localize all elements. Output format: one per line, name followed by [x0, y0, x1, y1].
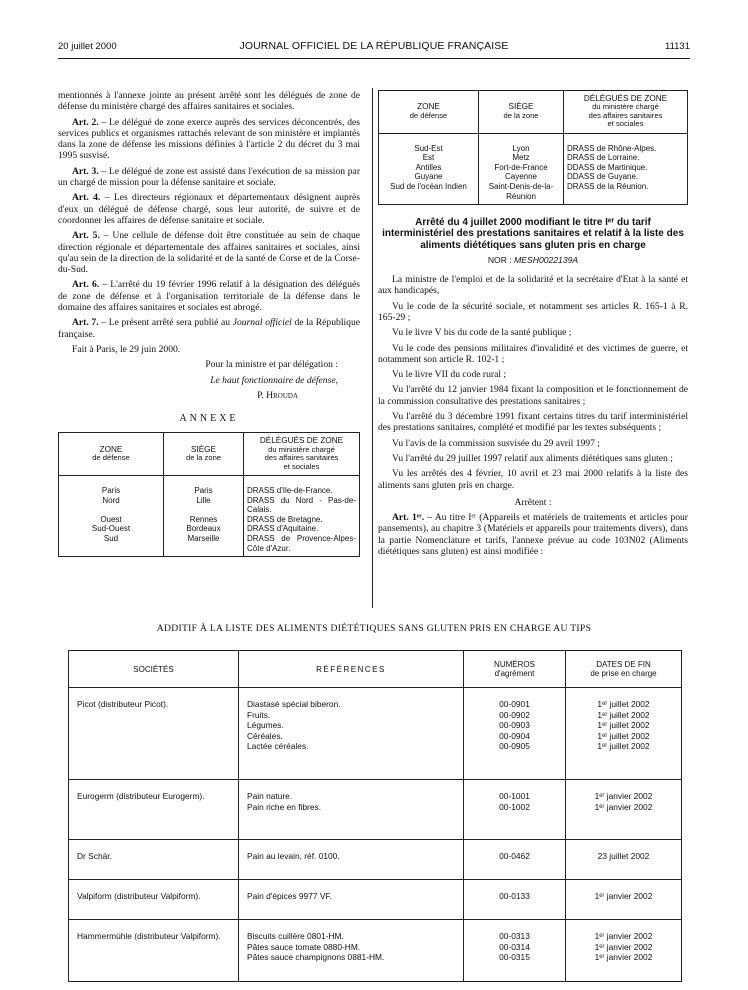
agrement-number: 00-1001 [499, 791, 530, 801]
article-text: – Une cellule de défense doit être constituée au sein de chaque direction régionale et départementale des affaires sanitaires et sociales, ainsi qu'au sein de la direction de la solidarité et de la santé de Corse et de la Corse-du-Sud. [58, 230, 361, 276]
vu-item: Vu le code des pensions militaires d'invalidité et des victimes de guerre, et notamment son article R. 102-1 ; [378, 342, 688, 365]
end-date: 1ᵉʳ juillet 2002 [597, 699, 650, 709]
agrement-number: 00-0314 [499, 941, 530, 952]
societe-cell: Valpiform (distributeur Valpiform). [69, 880, 239, 920]
annexe-title: ANNEXE [179, 413, 239, 425]
table-row [69, 880, 682, 920]
zone-header: ZONE de défense [379, 91, 479, 134]
end-date: 1ᵉʳ juillet 2002 [597, 730, 650, 741]
intro-paragraph: mentionnés à l'annexe jointe au présent arrêté sont les délégués de zone de défense du ministère chargé des affaires sanitaires et sociales. [58, 90, 360, 113]
zone-table-left [58, 432, 360, 557]
siege-header: SIÈGE de la zone [479, 91, 564, 134]
agrement-number: 00-0315 [499, 952, 530, 962]
vu-item: Vu les arrêtés des 4 février, 10 avril et 23 mai 2000 relatifs à la liste des aliments sans gluten pris en charge. [378, 468, 688, 491]
end-date: 1ᵉʳ janvier 2002 [594, 952, 653, 962]
siege-header: SIÈGE de la zone [164, 433, 244, 476]
reference-line: Pain nature. [247, 791, 293, 801]
zone-siege: Bordeaux [164, 524, 244, 534]
ref-cell [239, 880, 464, 920]
article-number: Art. 1ᵉʳ. [392, 512, 425, 524]
header-rule [58, 58, 690, 59]
nor-label: NOR : [487, 254, 515, 265]
article-text: – Le délégué de zone est assisté dans l'exécution de sa mission par un chargé de mission pour la défense sanitaire et sociale. [58, 165, 361, 189]
signatory-name: P. Hrouda [257, 389, 298, 401]
article-paragraph [58, 192, 360, 226]
zone-name: Paris [59, 476, 164, 496]
societe-cell: Picot (distributeur Picot). [69, 688, 239, 780]
zone-name: Est [379, 153, 479, 163]
agrement-number: 00-0462 [499, 851, 530, 861]
reference-line: Pain riche en fibres. [247, 801, 322, 812]
zone-row [379, 172, 688, 182]
article-paragraph [58, 279, 360, 313]
societe-cell: Hammermühle (distributeur Valpiform). [69, 920, 239, 982]
end-date: 1ᵉʳ juillet 2002 [597, 709, 650, 720]
zone-siege: Saint-Denis-de-la-Réunion [479, 182, 564, 205]
numeros-header: NUMÉROS d'agrément [464, 651, 566, 688]
zone-row [379, 182, 688, 205]
zone-name: Ouest [59, 515, 164, 525]
running-header [58, 38, 690, 54]
additif-table [68, 650, 682, 982]
zone-delegue: DRASS de Provence-Alpes-Côte d'Azur. [244, 534, 360, 557]
zone-delegue: DRASS d'Aquitaine. [244, 524, 360, 534]
end-date: 1ᵉʳ janvier 2002 [594, 791, 653, 801]
zone-siege: Rennes [164, 515, 244, 525]
article-1 [378, 512, 688, 557]
zone-delegue: DRASS de la Réunion. [564, 182, 688, 205]
article-paragraph [58, 117, 360, 162]
journal-name: Journal officiel [232, 317, 292, 329]
issue-date: 20 juillet 2000 [58, 41, 117, 52]
journal-title: JOURNAL OFFICIEL DE LA RÉPUBLIQUE FRANÇAISE [239, 40, 509, 52]
societe-cell: Dr Schär. [69, 840, 239, 880]
zone-row [59, 515, 360, 525]
societes-header: SOCIÉTÉS [69, 651, 239, 688]
num-cell [464, 920, 566, 982]
zone-siege: Fort-de-France [479, 163, 564, 173]
zone-siege: Lyon [479, 133, 564, 153]
ref-cell [239, 840, 464, 880]
article-number: Art. 5. [72, 230, 100, 242]
reference-line: Pain d'épices 9977 VF. [247, 891, 332, 901]
article-7 [58, 317, 360, 340]
zone-delegue: DDASS de Martinique. [564, 163, 688, 173]
end-date: 1ᵉʳ juillet 2002 [597, 741, 650, 751]
left-column [58, 90, 360, 557]
reference-line: Diastasé spécial biberon. [247, 699, 341, 709]
article-text: – Le présent arrêté sera publié au [98, 317, 233, 329]
zone-name: Sud de l'océan Indien [379, 182, 479, 205]
zone-name: Sud-Est [379, 133, 479, 153]
reference-line: Pâtes sauce champignons 0881-HM. [247, 952, 385, 962]
arrete-title: Arrêté du 4 juillet 2000 modifiant le titre Iᵉʳ du tarif interministériel des prestations sanitaires et relatif à la liste des aliments diététiques sans gluten pris en charge [382, 217, 684, 251]
article-number: Art. 2. [72, 116, 99, 128]
ref-cell [239, 920, 464, 982]
end-date: 1ᵉʳ janvier 2002 [594, 801, 653, 812]
delegues-header: DÉLÉGUÉS DE ZONE du ministère chargé des affaires sanitaires et sociales [244, 433, 360, 476]
article-paragraph [58, 230, 360, 275]
end-date: 1ᵉʳ janvier 2002 [594, 891, 653, 901]
nor-value: MESH0022139A [514, 254, 579, 265]
dates-header: DATES DE FIN de prise en charge [566, 651, 682, 688]
agrement-number: 00-0904 [499, 730, 530, 741]
column-divider [372, 88, 373, 608]
agrement-number: 00-0313 [499, 931, 530, 941]
date-cell [566, 880, 682, 920]
date-cell [566, 688, 682, 780]
right-column [378, 90, 688, 561]
article-text-end: de la République française. [58, 317, 361, 340]
reference-line: Pâtes sauce tomate 0880-HM. [247, 941, 361, 952]
zone-delegue: DDASS de Guyane. [564, 172, 688, 182]
end-date: 1ᵉʳ juillet 2002 [597, 720, 650, 730]
zone-delegue: DRASS de Lorraine. [564, 153, 688, 163]
zone-name: Sud [59, 534, 164, 557]
vu-item: Vu le code de la sécurité sociale, et notamment ses articles R. 165-1 à R. 165-29 ; [378, 300, 688, 323]
article-list [58, 117, 360, 314]
zone-delegue: DRASS d'Ile-de-France. [244, 476, 360, 496]
end-date: 1ᵉʳ janvier 2002 [594, 941, 653, 952]
zone-name: Nord [59, 496, 164, 515]
vu-item: Vu l'arrêté du 3 décembre 1991 fixant certains titres du tarif interministériel des prestations sanitaires, complété et modifié par les textes subséquents ; [378, 411, 688, 434]
reference-line: Fruits. [247, 709, 271, 720]
arretent: Arrêtent : [514, 496, 552, 508]
signature-line-1: Pour la ministre et par délégation : [205, 359, 338, 371]
article-number: Art. 7. [72, 317, 99, 329]
nor-reference [378, 255, 688, 266]
zone-name: Guyane [379, 172, 479, 182]
zone-name: Sud-Ouest [59, 524, 164, 534]
agrement-number: 00-0133 [499, 891, 530, 901]
zone-delegue: DRASS du Nord - Pas-de-Calais. [244, 496, 360, 515]
vu-item: Vu le livre V bis du code de la santé publique ; [392, 327, 572, 339]
table-row [69, 688, 682, 780]
table-row [69, 920, 682, 982]
zone-name: Antilles [379, 163, 479, 173]
article-text: – Le délégué de zone exerce auprès des services déconcentrés, des services publics et organismes rattachés relevant de son ministère et implantés dans la zone de défense les missions définies à l'article 2 du décret du 3 mai 1995 susvisé. [58, 116, 360, 162]
agrement-number: 00-1002 [499, 801, 530, 812]
zone-siege: Marseille [164, 534, 244, 557]
zone-header: ZONE de défense [59, 433, 164, 476]
date-cell [566, 840, 682, 880]
references-header: RÉFÉRENCES [239, 651, 464, 688]
preamble: La ministre de l'emploi et de la solidarité et la secrétaire d'Etat à la santé et aux handicapés, [378, 274, 688, 297]
num-cell [464, 840, 566, 880]
end-date: 23 juillet 2002 [597, 851, 650, 861]
zone-siege: Metz [479, 153, 564, 163]
signature-line-2: Le haut fonctionnaire de défense, [210, 374, 338, 386]
vu-item: Vu l'arrêté du 12 janvier 1984 fixant la composition et le fonctionnement de la commission consultative des prestations sanitaires ; [378, 384, 688, 407]
reference-line: Pain au levain, réf. 0100. [247, 851, 340, 861]
zone-delegue: DRASS de Rhône-Alpes. [564, 133, 688, 153]
reference-line: Lactée céréales. [247, 741, 309, 751]
reference-line: Légumes. [247, 720, 284, 730]
table-row [69, 840, 682, 880]
societe-cell: Eurogerm (distributeur Eurogerm). [69, 780, 239, 840]
zone-siege: Cayenne [479, 172, 564, 182]
vus-list [378, 301, 688, 491]
delegues-header: DÉLÉGUÉS DE ZONE du ministère chargé des affaires sanitaires et sociales [564, 91, 688, 134]
zone-row [379, 153, 688, 163]
num-cell [464, 780, 566, 840]
reference-line: Biscuits cuillère 0801-HM. [247, 931, 344, 941]
end-date: 1ᵉʳ janvier 2002 [594, 931, 653, 941]
date-cell [566, 780, 682, 840]
zone-delegue: DRASS de Bretagne. [244, 515, 360, 525]
agrement-number: 00-0901 [499, 699, 530, 709]
agrement-number: 00-0903 [499, 720, 530, 730]
agrement-number: 00-0905 [499, 741, 530, 751]
date-cell [566, 920, 682, 982]
num-cell [464, 880, 566, 920]
reference-line: Céréales. [247, 730, 283, 741]
article-text: – Les directeurs régionaux et départementaux désignent auprès d'eux un délégué de défense chargé, sous leur autorité, de suivre et de coordonner les affaires de défense sanitaire et sociale. [58, 192, 361, 226]
zone-row [59, 524, 360, 534]
vu-item: Vu le livre VII du code rural ; [392, 369, 507, 381]
zone-row [379, 163, 688, 173]
vu-item: Vu l'arrêté du 29 juillet 1997 relatif aux aliments diététiques sans gluten ; [392, 452, 673, 464]
ref-cell [239, 780, 464, 840]
article-text: – Au titre Iᵉʳ (Appareils et matériels de traitements et articles pour pansements), au chapitre 3 (Matériels et appareils pour traitements divers), dans la partie Nomenclature et tarifs, l'annexe prévue au code 103N02 (Aliments diététiques sans gluten) est ainsi modifiée : [378, 512, 688, 558]
zone-row [379, 133, 688, 153]
article-number: Art. 3. [72, 165, 99, 177]
article-number: Art. 6. [72, 279, 100, 291]
table-row [69, 780, 682, 840]
zone-table-right [378, 90, 688, 205]
additif-title: ADDITIF À LA LISTE DES ALIMENTS DIÉTÉTIQUES SANS GLUTEN PRIS EN CHARGE AU TIPS [156, 623, 592, 634]
vu-item: Vu l'avis de la commission susvisée du 29 avril 1997 ; [392, 437, 600, 449]
zone-siege: Lille [164, 496, 244, 515]
zone-row [59, 534, 360, 557]
zone-siege: Paris [164, 476, 244, 496]
agrement-number: 00-0902 [499, 709, 530, 720]
ref-cell [239, 688, 464, 780]
page-number: 11131 [664, 41, 690, 52]
article-text: – L'arrêté du 19 février 1996 relatif à la désignation des délégués de zone de défense et à l'organisation territoriale de la défense dans le domaine des affaires sanitaires et sociales est abrogé. [58, 279, 361, 314]
zone-row [59, 496, 360, 515]
article-paragraph [58, 166, 360, 189]
num-cell [464, 688, 566, 780]
signature-date: Fait à Paris, le 29 juin 2000. [72, 343, 181, 355]
article-number: Art. 4. [72, 192, 101, 204]
zone-row [59, 476, 360, 496]
